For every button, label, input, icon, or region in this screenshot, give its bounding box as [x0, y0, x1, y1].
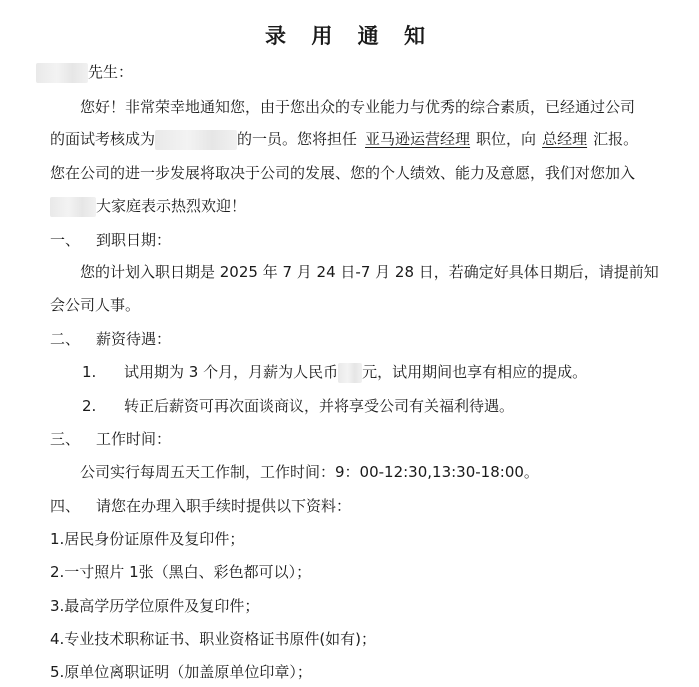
section-2-title: 薪资待遇：: [96, 330, 172, 348]
salary-item-1: [82, 362, 587, 383]
salary-item-2-number: 2.: [82, 397, 97, 415]
salutation-line: [36, 62, 133, 83]
section-1-body-1: 您的计划入职日期是 2025 年 7 月 24 日-7 月 28 日，若确定好具体日期后，请提前知: [80, 263, 659, 281]
section-3-body: 公司实行每周五天工作制，工作时间：9：00-12:30,13:30-18:00。: [80, 463, 539, 481]
intro-text-b: 的一员。您将担任: [237, 130, 358, 148]
redacted-company-2: [50, 197, 96, 217]
section-2-number: 二、: [50, 330, 81, 348]
section-4-title: 请您在办理入职手续时提供以下资料：: [96, 497, 352, 515]
section-4-number: 四、: [50, 497, 81, 515]
section-1-heading: [50, 230, 171, 250]
material-item: 1.居民身份证原件及复印件；: [50, 530, 245, 548]
section-3-title: 工作时间：: [96, 430, 172, 448]
material-item: 4.专业技术职称证书、职业资格证书原件(如有)；: [50, 630, 377, 648]
salary-item-1-number: 1.: [82, 363, 97, 381]
intro-text-a: 的面试考核成为: [50, 130, 156, 148]
intro-line-4: [50, 196, 246, 217]
salary-item-2-text: 转正后薪资可再次面谈商议，并将享受公司有关福利待遇。: [124, 397, 515, 415]
intro-line-1: 您好！非常荣幸地通知您，由于您出众的专业能力与优秀的综合素质，已经通过公司: [80, 98, 636, 116]
intro-line-3: 您在公司的进一步发展将取决于公司的发展、您的个人绩效、能力及意愿，我们对您加入: [50, 164, 636, 182]
section-3-heading: [50, 429, 171, 449]
redacted-salary: [338, 363, 362, 383]
redacted-company: [155, 130, 237, 150]
intro-text-c: 职位，向: [476, 130, 537, 148]
redacted-name: [36, 63, 88, 83]
salary-item-2: [82, 396, 514, 416]
material-item: 5.原单位离职证明（加盖原单位印章）；: [50, 663, 312, 681]
salutation-text: 先生：: [88, 63, 134, 81]
intro-text-welcome: 大家庭表示热烈欢迎！: [96, 197, 247, 215]
salary-item-1-text-b: 元，试用期间也享有相应的提成。: [362, 363, 588, 381]
intro-text-d: 汇报。: [593, 130, 639, 148]
report-to: 总经理: [542, 130, 588, 148]
material-item: 2.一寸照片 1张（黑白、彩色都可以）；: [50, 563, 312, 581]
salary-item-1-text-a: 试用期为 3 个月，月薪为人民币: [124, 363, 339, 381]
document-title: 录 用 通 知: [265, 23, 434, 48]
intro-line-2: [50, 129, 638, 150]
section-1-body-2: 会公司人事。: [50, 296, 141, 314]
position-title: 亚马逊运营经理: [365, 130, 471, 148]
section-4-heading: [50, 496, 351, 516]
section-2-heading: [50, 329, 171, 349]
section-3-number: 三、: [50, 430, 81, 448]
material-item: 3.最高学历学位原件及复印件；: [50, 597, 260, 615]
section-1-title: 到职日期：: [96, 231, 172, 249]
section-1-number: 一、: [50, 231, 81, 249]
